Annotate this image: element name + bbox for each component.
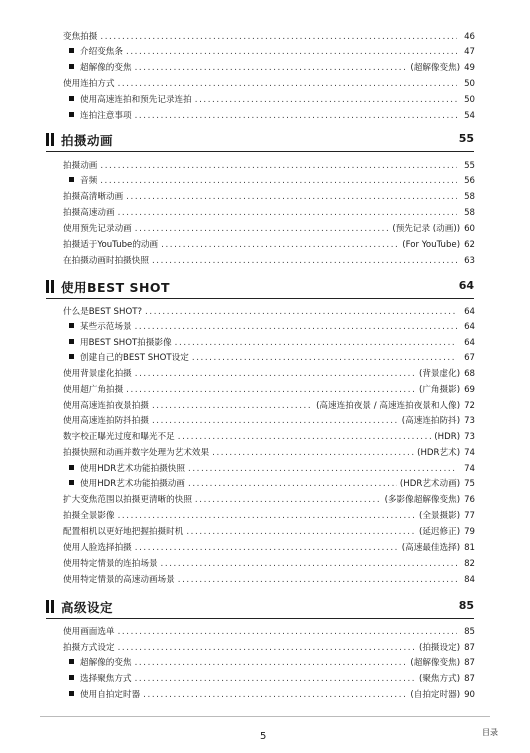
entry-note: (高速连拍夜景 / 高速连拍夜景和人像) [316,401,461,411]
entry-page: 64 [464,307,475,317]
bullet-icon [69,465,74,470]
entry-page: 87 [464,643,475,653]
entry-note: (多影像超解像变焦) [384,495,461,505]
leader-dots [100,174,457,188]
leader-dots [118,641,416,655]
toc-entry[interactable] [63,305,475,319]
toc-entry[interactable] [63,557,475,571]
toc-subentry[interactable] [69,351,475,365]
leader-dots [118,625,457,639]
entry-page: 82 [464,559,475,569]
toc-entry[interactable] [63,446,475,460]
leader-dots [175,336,457,350]
bullet-icon [69,112,74,117]
leader-dots [100,30,457,44]
section-page: 55 [458,132,474,145]
entry-label: 使用HDR艺术功能拍摄动画 [80,479,185,489]
entry-page: 58 [464,208,475,218]
entry-page: 79 [464,527,475,537]
leader-dots [188,477,397,491]
entry-note: (超解像变焦) [410,63,461,73]
entry-page: 74 [464,448,475,458]
entry-label: 使用自拍定时器 [80,690,141,700]
entry-note: (自拍定时器) [410,690,461,700]
toc-entry[interactable] [63,238,475,252]
bullet-icon [69,64,74,69]
entry-page: 63 [464,256,475,266]
toc-entry[interactable] [63,367,475,381]
leader-dots [152,414,399,428]
entry-label: 使用超广角拍摄 [63,385,124,395]
entry-note: (HDR艺术动画) [399,479,461,489]
leader-dots [135,367,416,381]
entry-page: 74 [464,464,475,474]
toc-subentry[interactable] [69,462,475,476]
bullet-icon [69,177,74,182]
toc-entry[interactable] [63,541,475,555]
entry-label: 介绍变焦条 [80,47,123,57]
footer-rule [40,716,490,717]
bullet-icon [69,691,74,696]
entry-page: 68 [464,369,475,379]
entry-note: (全景摄影) [418,511,461,521]
section-page: 64 [458,279,474,292]
bullet-icon [69,339,74,344]
entry-page: 72 [464,401,475,411]
bullet-icon [69,48,74,53]
entry-label: 连拍注意事项 [80,111,132,121]
entry-note: (For YouTube) [402,240,461,250]
entry-label: 使用特定情景的连拍场景 [63,559,158,569]
leader-dots [178,573,457,587]
entry-page: 50 [464,79,475,89]
entry-note: (广角摄影) [418,385,461,395]
toc-entry[interactable] [63,30,475,44]
leader-dots [135,320,457,334]
entry-label: 使用背景虚化拍摄 [63,369,132,379]
entry-page: 64 [464,338,475,348]
entry-label: 什么是BEST SHOT? [63,307,143,317]
entry-page: 49 [464,63,475,73]
entry-label: 某些示范场景 [80,322,132,332]
entry-page: 56 [464,176,475,186]
toc-subentry[interactable] [69,45,475,59]
entry-label: 用BEST SHOT拍摄影像 [80,338,172,348]
entry-label: 拍摄方式设定 [63,643,115,653]
entry-label: 拍摄全景影像 [63,511,115,521]
entry-page: 62 [464,240,475,250]
footer-tag: 目录 [482,728,498,737]
toc-entry[interactable] [63,77,475,91]
page-number: 5 [260,731,267,742]
leader-dots [126,383,416,397]
entry-page: 73 [464,416,475,426]
toc-subentry[interactable] [69,93,475,107]
leader-dots [186,525,416,539]
entry-label: 使用特定情景的高速动画场景 [63,575,175,585]
section-marker-icon [46,280,49,293]
section-heading [46,277,474,297]
entry-label: 使用高速连拍夜景拍摄 [63,401,149,411]
toc-entry[interactable] [63,641,475,655]
leader-dots [100,159,457,173]
entry-label: 配置相机以更好地把握拍摄时机 [63,527,184,537]
entry-label: 超解像的变焦 [80,658,132,668]
toc-entry[interactable] [63,190,475,204]
entry-page: 90 [464,690,475,700]
entry-page: 58 [464,192,475,202]
entry-label: 拍摄快照和动画并数字处理为艺术效果 [63,448,210,458]
bullet-icon [69,480,74,485]
toc-subentry[interactable] [69,320,475,334]
entry-note: (HDR) [434,432,461,442]
toc-entry[interactable] [63,430,475,444]
section-page: 85 [458,599,474,612]
section-rule [46,151,474,153]
toc-subentry[interactable] [69,477,475,491]
entry-note: (高速最佳选择) [401,543,461,553]
leader-dots [161,557,458,571]
leader-dots [192,351,457,365]
toc-subentry[interactable] [69,61,475,75]
entry-label: 在拍摄动画时拍摄快照 [63,256,149,266]
entry-label: 使用HDR艺术功能拍摄快照 [80,464,185,474]
entry-label: 音频 [80,176,98,186]
leader-dots [135,109,457,123]
entry-label: 数字校正曝光过度和曝光不足 [63,432,175,442]
entry-note: (高速连拍防抖) [401,416,461,426]
toc-entry[interactable] [63,206,475,220]
toc-subentry[interactable] [69,336,475,350]
entry-label: 使用预先记录动画 [63,224,132,234]
entry-label: 拍摄高速动画 [63,208,115,218]
entry-page: 64 [464,322,475,332]
leader-dots [195,93,457,107]
entry-page: 76 [464,495,475,505]
toc-entry[interactable] [63,573,475,587]
toc-entry[interactable] [63,414,475,428]
toc-entry[interactable] [63,159,475,173]
leader-dots [161,238,399,252]
entry-label: 使用高速连拍和预先记录连拍 [80,95,192,105]
toc-subentry[interactable] [69,109,475,123]
entry-label: 选择聚焦方式 [80,674,132,684]
entry-page: 47 [464,47,475,57]
section-rule [46,298,474,300]
entry-page: 46 [464,32,475,42]
entry-page: 55 [464,161,475,171]
toc-subentry[interactable] [69,688,475,702]
entry-note: (延迟修正) [418,527,461,537]
entry-note: (预先记录 (动画)) [392,224,461,234]
entry-label: 超解像的变焦 [80,63,132,73]
toc-entry[interactable] [63,254,475,268]
section-title: 高级设定 [61,600,114,615]
entry-page: 77 [464,511,475,521]
entry-label: 拍摄适于YouTube的动画 [63,240,159,250]
leader-dots [118,77,457,91]
leader-dots [195,493,382,507]
section-title: 拍摄动画 [61,133,114,148]
entry-note: (拍摄设定) [418,643,461,653]
leader-dots [135,222,390,236]
toc-entry[interactable] [63,399,475,413]
section-heading [46,130,474,150]
leader-dots [152,399,313,413]
section-marker-icon [46,133,49,146]
section-marker-icon [51,133,54,146]
entry-label: 变焦拍摄 [63,32,98,42]
section-marker-icon [51,280,54,293]
entry-page: 69 [464,385,475,395]
leader-dots [152,254,457,268]
entry-page: 50 [464,95,475,105]
toc-entry[interactable] [63,509,475,523]
section-heading [46,597,474,617]
entry-page: 73 [464,432,475,442]
bullet-icon [69,659,74,664]
toc-entry[interactable] [63,525,475,539]
leader-dots [126,45,457,59]
toc-subentry[interactable] [69,672,475,686]
leader-dots [145,305,457,319]
entry-page: 84 [464,575,475,585]
entry-note: (超解像变焦) [410,658,461,668]
entry-page: 67 [464,353,475,363]
leader-dots [212,446,414,460]
leader-dots [118,509,416,523]
entry-page: 85 [464,627,475,637]
section-marker-icon [51,600,54,613]
entry-note: (HDR艺术) [417,448,461,458]
entry-label: 使用人脸选择拍摄 [63,543,132,553]
entry-page: 87 [464,674,475,684]
entry-label: 扩大变焦范围以拍摄更清晰的快照 [63,495,192,505]
entry-label: 使用连拍方式 [63,79,115,89]
toc-subentry[interactable] [69,656,475,670]
entry-label: 拍摄高清晰动画 [63,192,124,202]
bullet-icon [69,675,74,680]
entry-note: (背景虚化) [418,369,461,379]
leader-dots [188,462,457,476]
toc-entry[interactable] [63,625,475,639]
entry-page: 75 [464,479,475,489]
entry-label: 创建自己的BEST SHOT设定 [80,353,189,363]
toc-entry[interactable] [63,222,475,236]
leader-dots [135,61,408,75]
entry-label: 使用画面选单 [63,627,115,637]
leader-dots [135,672,416,686]
section-title: 使用BEST SHOT [61,280,171,295]
leader-dots [178,430,432,444]
entry-page: 87 [464,658,475,668]
toc-entry[interactable] [63,493,475,507]
entry-page: 60 [464,224,475,234]
section-marker-icon [46,600,49,613]
bullet-icon [69,96,74,101]
entry-page: 54 [464,111,475,121]
section-rule [46,618,474,620]
entry-label: 使用高速连拍防抖拍摄 [63,416,149,426]
leader-dots [118,206,457,220]
leader-dots [135,541,399,555]
bullet-icon [69,354,74,359]
toc-subentry[interactable] [69,174,475,188]
entry-note: (聚焦方式) [418,674,461,684]
leader-dots [126,190,457,204]
toc-entry[interactable] [63,383,475,397]
entry-page: 81 [464,543,475,553]
leader-dots [143,688,407,702]
leader-dots [135,656,408,670]
bullet-icon [69,323,74,328]
entry-label: 拍摄动画 [63,161,98,171]
